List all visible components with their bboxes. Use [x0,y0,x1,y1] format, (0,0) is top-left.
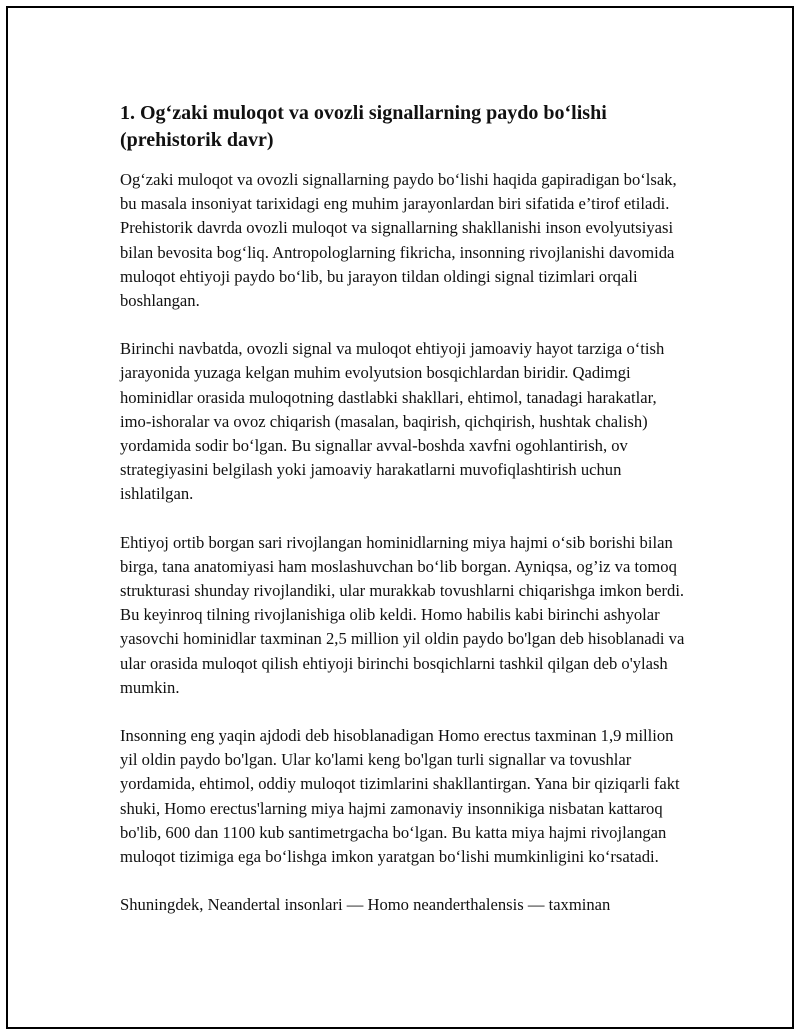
paragraph-2: Birinchi navbatda, ovozli signal va muloqot ehtiyoji jamoaviy hayot tarziga o‘tish jarayonida yuzaga kelgan muhim evolyutsion bosqichlardan biridir. Qadimgi hominidlar orasida muloqotning dastlabki shakllari, ehtimol, tanadagi harakatlar, imo-ishoralar va ovoz chiqarish (masalan, baqirish, qichqirish, hushtak chalish) yordamida sodir bo‘lgan. Bu signallar avval-boshda xavfni ogohlantirish, ov strategiyasini belgilash yoki jamoaviy harakatlarni muvofiqlashtirish uchun ishlatilgan. [120,339,665,504]
document-page [6,6,794,1029]
paragraph-5: Shuningdek, Neandertal insonlari — Homo neanderthalensis — taxminan [120,895,611,915]
paragraph-4: Insonning eng yaqin ajdodi deb hisoblanadigan Homo erectus taxminan 1,9 million yil oldin paydo bo'lgan. Ular ko'lami keng bo'lgan turli signallar va tovushlar yordamida, ehtimol, oddiy muloqot tizimlarini shakllantirgan. Yana bir qiziqarli fakt shuki, Homo erectus'larning miya hajmi zamonaviy insonnikiga nisbatan kattaroq bo'lib, 600 dan 1100 kub santimetrgacha bo‘lgan. Bu katta miya hajmi rivojlangan muloqot tizimiga ega bo‘lishga imkon yaratgan bo‘lishi mumkinligini ko‘rsatadi. [120,726,680,867]
section-heading: 1. Og‘zaki muloqot va ovozli signallarning paydo bo‘lishi (prehistorik davr) [120,102,607,151]
document-body [120,100,690,941]
paragraph-3: Ehtiyoj ortib borgan sari rivojlangan hominidlarning miya hajmi o‘sib borishi bilan birga, tana anatomiyasi ham moslashuvchan bo‘lib borgan. Ayniqsa, og’iz va tomoq strukturasi shunday rivojlandiki, ular murakkab tovushlarni chiqarishga imkon berdi. Bu keyinroq tilning rivojlanishiga olib keldi. Homo habilis kabi birinchi ashyolar yasovchi hominidlar taxminan 2,5 million yil oldin paydo bo'lgan deb hisoblanadi va ular orasida muloqot qilish ehtiyoji birinchi bosqichlarni tashkil qilgan deb o'ylash mumkin. [120,532,685,697]
paragraph-1: Og‘zaki muloqot va ovozli signallarning paydo bo‘lishi haqida gapiradigan bo‘lsak, bu masala insoniyat tarixidagi eng muhim jarayonlardan biri sifatida e’tirof etiladi. Prehistorik davrda ovozli muloqot va signallarning shakllanishi inson evolyutsiyasi bilan bevosita bog‘liq. Antropologlarning fikricha, insonning rivojlanishi davomida muloqot ehtiyoji paydo bo‘lib, bu jarayon tildan oldingi signal tizimlari orqali boshlangan. [120,170,677,311]
